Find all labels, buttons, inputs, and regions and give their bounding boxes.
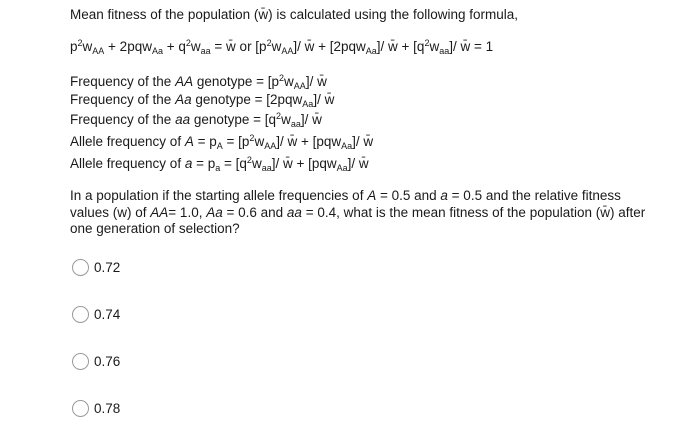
text-fragment: = [p [222, 134, 250, 149]
text-fragment: genotype = [2pqw [191, 92, 303, 107]
text-fragment: Frequency of the [70, 74, 176, 89]
text-fragment: = 0.5 and [376, 188, 441, 203]
text-fragment: Allele frequency of [70, 134, 185, 149]
text-fragment: ]/ w̄ [347, 156, 369, 171]
text-fragment: 2 [77, 38, 83, 48]
option-0.72[interactable] [72, 259, 120, 276]
text-fragment: Aa [206, 204, 223, 220]
text-fragment: w [251, 156, 262, 171]
text-fragment: 2 [249, 133, 255, 143]
text-fragment: = 1.0, [168, 204, 207, 220]
text-fragment: + 2pqw [104, 39, 152, 54]
text-fragment: = p [192, 156, 216, 171]
text-fragment: = 0.4, what is the mean fitness of the population (w̄) after one generation of selection? [70, 204, 646, 236]
text-fragment: A [184, 134, 194, 149]
text-fragment: ]/ w̄ + [2pqw [293, 39, 366, 54]
text-fragment: a [184, 156, 193, 171]
text-fragment: 2 [276, 111, 282, 121]
definition-freq-AA [70, 74, 327, 90]
option-label: 0.76 [94, 354, 121, 369]
text-fragment: AA [264, 141, 277, 151]
text-fragment: = w̄ or [p [210, 39, 267, 54]
text-fragment: ]/ w̄ [313, 92, 335, 107]
radio-button[interactable] [72, 400, 89, 417]
text-fragment: w [429, 39, 440, 54]
text-fragment: ]/ w̄ [300, 112, 322, 127]
option-label: 0.78 [94, 401, 121, 416]
text-fragment: ]/ w̄ + [pqw [276, 134, 342, 149]
text-fragment: AA [281, 46, 294, 56]
text-fragment: 2 [266, 38, 272, 48]
text-fragment: w [254, 134, 265, 149]
definition-freq-Aa [70, 92, 334, 108]
text-fragment: 2 [185, 38, 191, 48]
text-fragment: AA [150, 204, 169, 220]
text-fragment: aa [175, 112, 191, 127]
text-fragment: 2 [424, 38, 430, 48]
text-fragment: aa [439, 46, 450, 56]
text-fragment: aa [200, 46, 211, 56]
text-fragment: Aa [365, 46, 377, 56]
text-fragment: w [190, 39, 201, 54]
mean-fitness-formula [70, 39, 493, 55]
text-fragment: aa [286, 204, 302, 220]
text-fragment: 2 [246, 155, 252, 165]
text-fragment: w [284, 74, 294, 89]
text-fragment: ]/ w̄ = 1 [449, 39, 494, 54]
radio-button[interactable] [72, 353, 89, 370]
text-fragment: A [216, 141, 223, 151]
text-fragment: Aa [302, 99, 314, 109]
text-fragment: ]/ w̄ [352, 134, 374, 149]
question-text [70, 188, 660, 238]
text-fragment: AA [92, 46, 105, 56]
definition-allele-a [70, 156, 369, 172]
text-fragment: Aa [151, 46, 163, 56]
text-fragment: a [440, 188, 448, 203]
text-fragment: p [70, 39, 78, 54]
text-fragment: AA [293, 81, 306, 91]
option-label: 0.74 [94, 307, 121, 322]
option-label: 0.72 [94, 260, 121, 275]
text-fragment: Aa [341, 141, 353, 151]
radio-button[interactable] [72, 306, 89, 323]
text-fragment: = [q [220, 156, 247, 171]
text-fragment: = p [193, 134, 217, 149]
text-fragment: Aa [336, 163, 348, 173]
text-fragment: aa [290, 119, 301, 129]
text-fragment: w [281, 112, 291, 127]
text-fragment: genotype = [q [190, 112, 277, 127]
option-0.78[interactable] [72, 400, 120, 417]
text-fragment: + q [162, 39, 186, 54]
text-fragment: ]/ w̄ + [pqw [271, 156, 337, 171]
text-fragment: w [271, 39, 282, 54]
option-0.74[interactable] [72, 306, 120, 323]
text-fragment: A [367, 188, 377, 203]
text-fragment: genotype = [p [193, 74, 280, 89]
text-fragment: Aa [175, 92, 192, 107]
text-fragment: 2 [279, 73, 285, 83]
text-fragment: Frequency of the [70, 92, 176, 107]
definition-freq-aa [70, 112, 322, 128]
text-fragment: ]/ w̄ [305, 74, 327, 89]
definition-allele-A [70, 134, 373, 150]
text-fragment: In a population if the starting allele frequencies of [70, 188, 368, 203]
text-fragment: a [215, 163, 221, 173]
text-fragment: = 0.6 and [222, 204, 287, 220]
text-fragment: AA [175, 74, 194, 89]
text-fragment: Allele frequency of [70, 156, 185, 171]
text-fragment: = 0.5 and the relative fitness values (w) of [70, 188, 621, 220]
text-fragment: aa [261, 163, 272, 173]
radio-button[interactable] [72, 259, 89, 276]
text-fragment: ]/ w̄ + [q [376, 39, 425, 54]
intro-text: Mean fitness of the population (w̄) is calculated using the following formula, [70, 7, 518, 22]
text-fragment: w [82, 39, 93, 54]
text-fragment: Frequency of the [70, 112, 176, 127]
option-0.76[interactable] [72, 353, 120, 370]
